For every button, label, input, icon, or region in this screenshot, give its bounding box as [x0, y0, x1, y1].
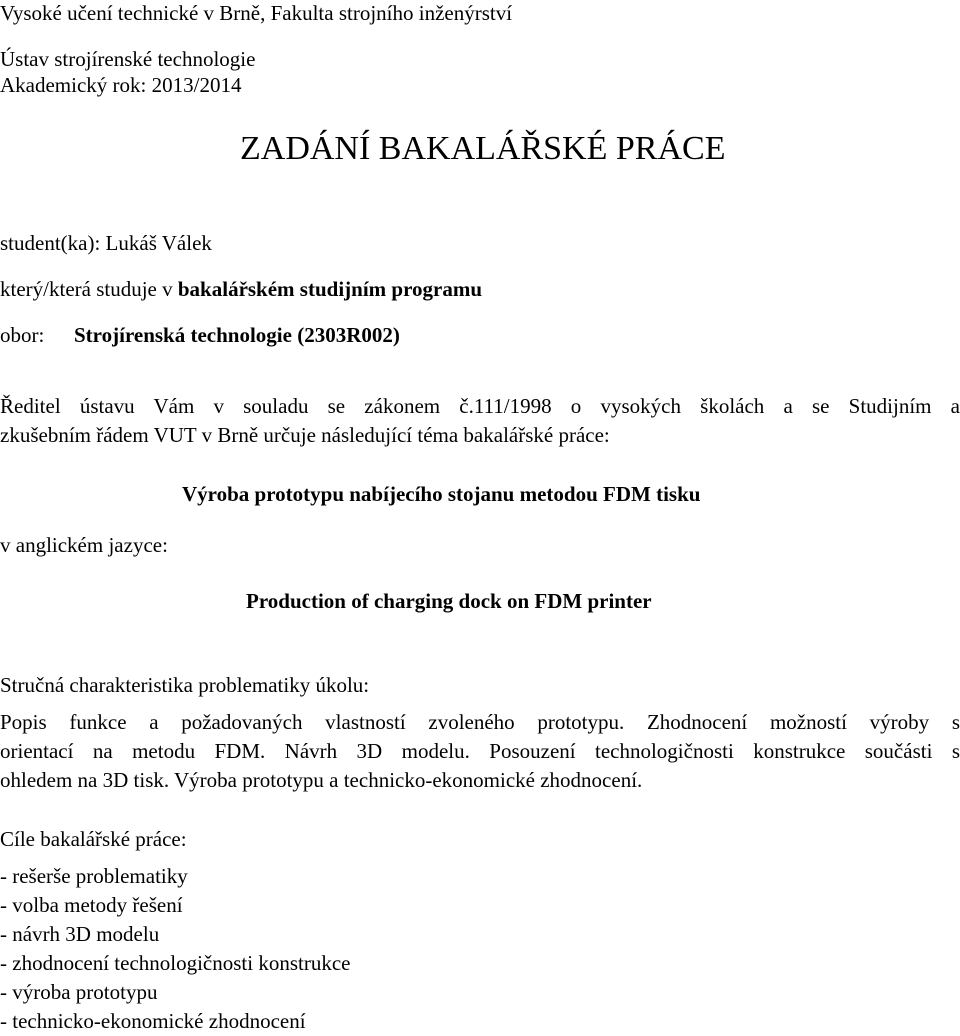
goal-item: - technicko-ekonomické zhodnocení — [0, 1009, 306, 1033]
thesis-topic-english: Production of charging dock on FDM printer — [246, 589, 652, 613]
characteristics-line-3: ohledem na 3D tisk. Výroba prototypu a technicko-ekonomické zhodnocení. — [0, 768, 643, 792]
goal-item: - návrh 3D modelu — [0, 922, 160, 946]
document-title: ZADÁNÍ BAKALÁŘSKÉ PRÁCE — [240, 130, 726, 167]
institute-line: Ústav strojírenské technologie — [0, 47, 256, 71]
english-language-label: v anglickém jazyce: — [0, 533, 168, 557]
academic-year-line: Akademický rok: 2013/2014 — [0, 73, 242, 97]
characteristics-line-2: orientací na metodu FDM. Návrh 3D modelu. Posouzení technologičnosti konstrukce součásti s — [0, 739, 960, 763]
study-program-name: bakalářském studijním programu — [177, 277, 483, 301]
goal-item: - zhodnocení technologičnosti konstrukce — [0, 951, 351, 975]
field-of-study-value: Strojírenská technologie (2303R002) — [74, 323, 400, 347]
characteristics-heading: Stručná charakteristika problematiky úkolu: — [0, 673, 370, 697]
study-program-prefix: který/která studuje v — [0, 277, 178, 301]
student-line: student(ka): Lukáš Válek — [0, 231, 212, 255]
intro-line-1: Ředitel ústavu Vám v souladu se zákonem č.111/1998 o vysokých školách a se Studijním a — [0, 394, 960, 418]
field-of-study-label: obor: — [0, 323, 45, 347]
university-line: Vysoké učení technické v Brně, Fakulta strojního inženýrství — [0, 1, 513, 25]
goal-item: - výroba prototypu — [0, 980, 158, 1004]
goals-list — [0, 862, 351, 1036]
thesis-topic-czech: Výroba prototypu nabíjecího stojanu metodou FDM tisku — [182, 482, 701, 506]
goal-item: - rešerše problematiky — [0, 864, 188, 888]
goal-item: - volba metody řešení — [0, 893, 183, 917]
intro-line-2: zkušebním řádem VUT v Brně určuje následující téma bakalářské práce: — [0, 423, 610, 447]
characteristics-line-1: Popis funkce a požadovaných vlastností zvoleného prototypu. Zhodnocení možností výroby s — [0, 710, 960, 734]
goals-heading: Cíle bakalářské práce: — [0, 827, 187, 851]
study-program-line — [0, 276, 482, 302]
